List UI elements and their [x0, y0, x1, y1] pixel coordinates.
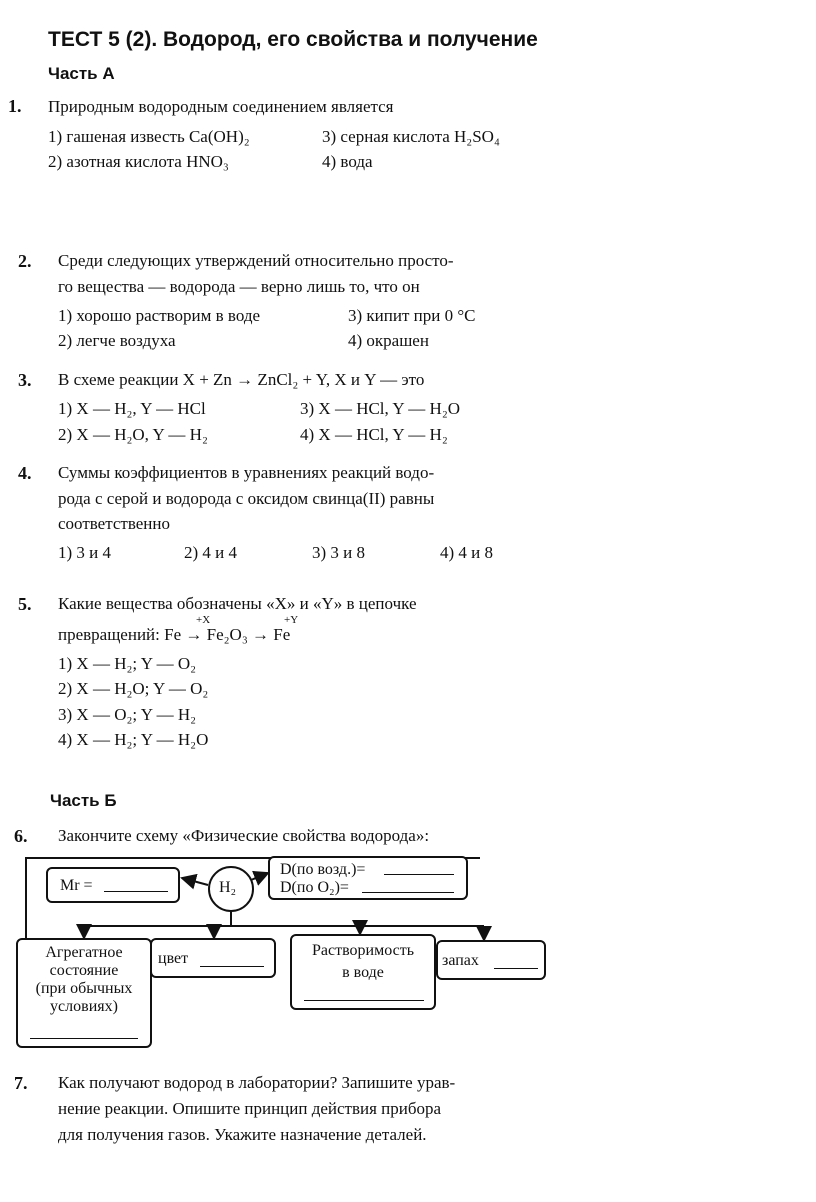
question-text: В схеме реакции X + Zn → ZnCl₂ + Y, X и Y — это	[58, 370, 425, 389]
answer-option[interactable]: 4) окрашен	[348, 331, 429, 350]
aggregate-label: условиях)	[50, 998, 118, 1015]
question-number: 7.	[14, 1073, 28, 1093]
question-text: Как получают водород в лаборатории? Запишите урав-	[58, 1073, 456, 1092]
smell-label: запах	[442, 952, 479, 969]
question-text: Какие вещества обозначены «X» и «Y» в цепочке	[58, 594, 417, 613]
question-text: для получения газов. Укажите назначение деталей.	[58, 1125, 427, 1144]
solubility-answer-blank[interactable]	[304, 1000, 424, 1001]
scheme-center-label: H₂	[219, 879, 237, 896]
density-box	[268, 856, 468, 900]
answer-option[interactable]: 1) гашеная известь Ca(OH)₂	[48, 127, 250, 146]
color-label: цвет	[158, 950, 189, 967]
part-b-heading: Часть Б	[50, 791, 117, 810]
question-number: 3.	[18, 370, 32, 390]
answer-option[interactable]: 4) X — H₂; Y — H₂O	[58, 730, 209, 749]
answer-option[interactable]: 2) легче воздуха	[58, 331, 176, 350]
answer-option[interactable]: 3) X — HCl, Y — H₂O	[300, 399, 461, 418]
mr-answer-blank[interactable]	[104, 891, 168, 892]
question-text: соответственно	[58, 514, 171, 533]
aggregate-label: (при обычных	[35, 980, 133, 997]
answer-option[interactable]: 3) X — O₂; Y — H₂	[58, 705, 197, 724]
answer-option[interactable]: 2) X — H₂O; Y — O₂	[58, 679, 209, 698]
aggregate-label: состояние	[49, 962, 119, 979]
question-text: го вещества — водорода — верно лишь то, что он	[58, 277, 420, 296]
solubility-label: Растворимость	[311, 942, 414, 959]
question-number: 1.	[8, 96, 22, 116]
answer-option[interactable]: 1) хорошо растворим в воде	[58, 306, 261, 325]
density-air-label: D(по возд.)=	[280, 861, 366, 878]
density-o2-label: D(по O₂)=	[280, 879, 349, 896]
aggregate-label: Агрегатное	[45, 944, 123, 961]
answer-option[interactable]: 4) 4 и 8	[440, 543, 494, 562]
question-text: Закончите схему «Физические свойства водорода»:	[58, 826, 430, 845]
answer-option[interactable]: 1) X — H₂; Y — O₂	[58, 654, 197, 673]
aggregate-state-box	[16, 938, 152, 1048]
question-text: Суммы коэффициентов в уравнениях реакций водо-	[58, 463, 435, 482]
question-number: 5.	[18, 594, 32, 614]
solubility-box	[290, 934, 436, 1010]
question-number: 2.	[18, 251, 32, 271]
reagent-label: +X	[196, 614, 211, 626]
question-text: рода с серой и водорода с оксидом свинца(II) равны	[58, 489, 435, 508]
answer-option[interactable]: 1) X — H₂, Y — HCl	[58, 399, 206, 418]
answer-option[interactable]: 2) азотная кислота HNO₃	[48, 152, 229, 171]
smell-answer-blank[interactable]	[494, 968, 538, 969]
question-number: 4.	[18, 463, 32, 483]
mr-label: Mr =	[60, 877, 93, 894]
mr-box	[46, 867, 180, 903]
answer-option[interactable]: 2) 4 и 4	[184, 543, 238, 562]
answer-option[interactable]: 3) 3 и 8	[312, 543, 366, 562]
density-o2-blank[interactable]	[362, 892, 454, 893]
answer-option[interactable]: 3) кипит при 0 °С	[348, 306, 476, 325]
reagent-label: +Y	[284, 614, 299, 626]
answer-option[interactable]: 4) вода	[322, 152, 373, 171]
answer-option[interactable]: 4) X — HCl, Y — H₂	[300, 425, 448, 444]
question-text: нение реакции. Опишите принцип действия прибора	[58, 1099, 442, 1118]
answer-option[interactable]: 2) X — H₂O, Y — H₂	[58, 425, 208, 444]
solubility-label: в воде	[342, 964, 384, 981]
answer-option[interactable]: 3) серная кислота H₂SO₄	[322, 127, 500, 146]
page-title: ТЕСТ 5 (2). Водород, его свойства и получение	[48, 28, 538, 51]
aggregate-answer-blank[interactable]	[30, 1038, 138, 1039]
question-text: Природным водородным соединением является	[48, 97, 394, 116]
question-number: 6.	[14, 826, 28, 846]
question-text: Среди следующих утверждений относительно просто-	[58, 251, 454, 270]
part-a-heading: Часть А	[48, 64, 115, 83]
smell-box	[436, 940, 546, 980]
answer-option[interactable]: 1) 3 и 4	[58, 543, 112, 562]
color-box	[150, 938, 276, 978]
question-text: превращений: Fe → Fe₂O₃ → Fe	[58, 625, 291, 644]
density-air-blank[interactable]	[384, 874, 454, 875]
color-answer-blank[interactable]	[200, 966, 264, 967]
